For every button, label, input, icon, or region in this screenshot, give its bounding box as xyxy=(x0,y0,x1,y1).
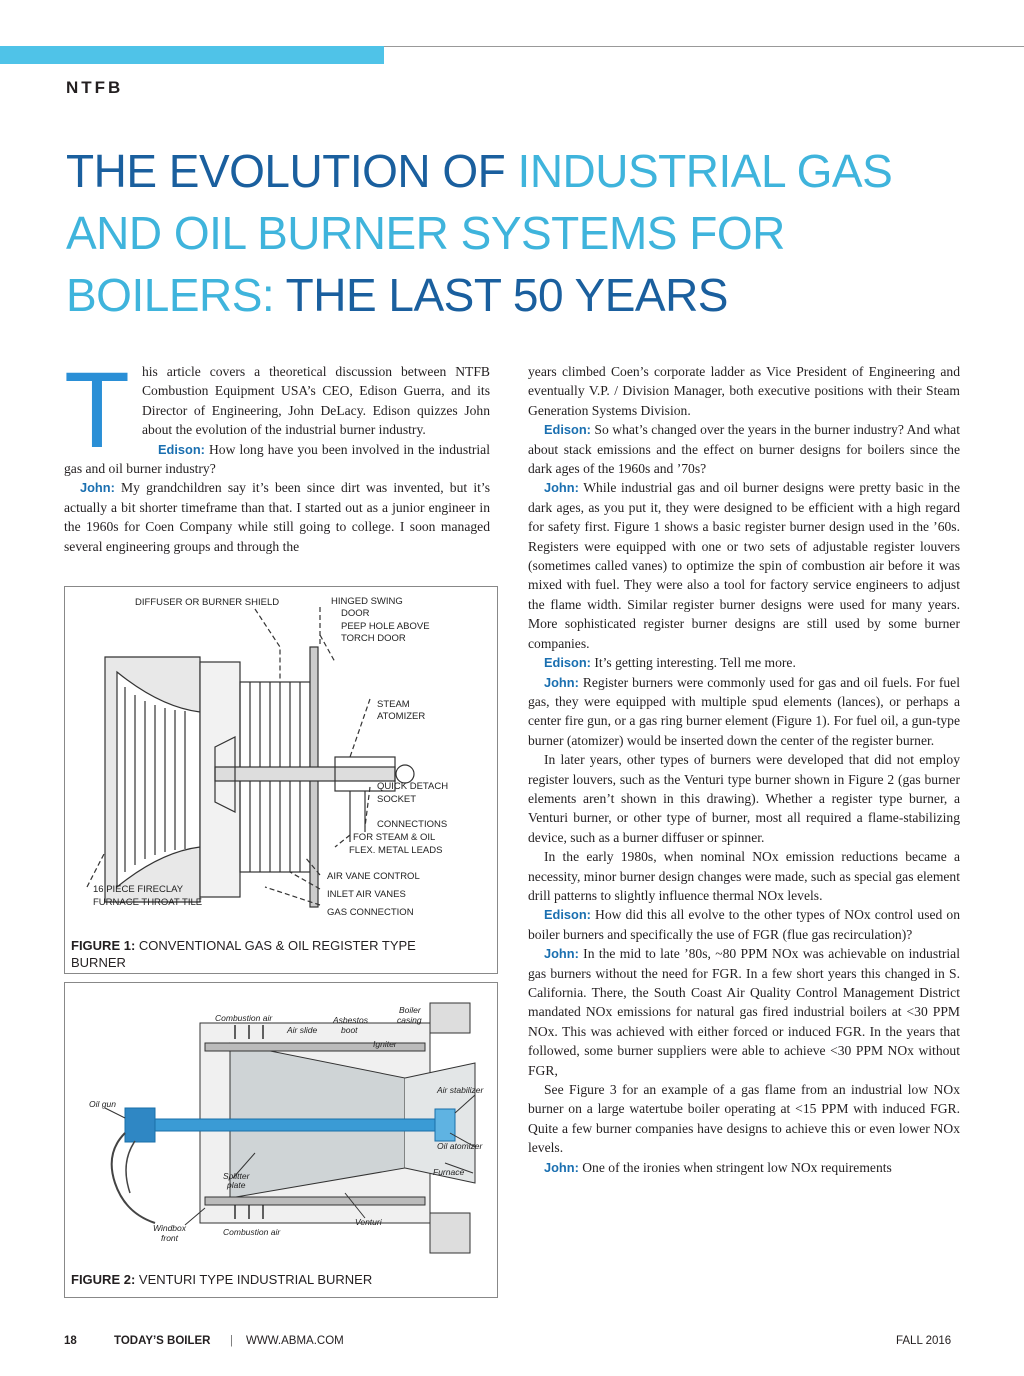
paragraph-text: It’s getting interesting. Tell me more. xyxy=(590,655,796,671)
fig1-label: FURNACE THROAT TILE xyxy=(93,897,203,908)
paragraph: years climbed Coen’s corporate ladder as Vice President of Engineering and eventually V.P. / Division Manager, both executive positions with their Steam Generation Systems Division. xyxy=(528,364,960,418)
fig2-label: Combustion air xyxy=(215,1013,273,1023)
speaker-label: John: xyxy=(544,674,579,690)
article-column-left xyxy=(64,349,490,556)
fig1-label: DOOR xyxy=(341,608,370,619)
header-rule xyxy=(384,46,1024,47)
page-number: 18 xyxy=(64,1335,77,1347)
fig1-label: AIR VANE CONTROL xyxy=(327,871,420,882)
fig2-label: Venturi xyxy=(355,1217,382,1227)
fig1-label: ATOMIZER xyxy=(377,711,426,722)
fig2-label: Air stabilizer xyxy=(437,1085,484,1095)
fig2-label: boot xyxy=(341,1025,358,1035)
caption-label: FIGURE 2: xyxy=(71,1272,136,1287)
paragraph-text: How long have you been involved in the industrial gas and oil burner industry? xyxy=(64,441,490,477)
fig2-label: Furnace xyxy=(433,1167,465,1177)
speaker-label: John: xyxy=(544,946,579,962)
fig2-label: Boiler xyxy=(399,1005,421,1015)
paragraph xyxy=(528,905,960,944)
paragraph-text: One of the ironies when stringent low NOx requirements xyxy=(578,1159,892,1175)
fig2-label: Air slide xyxy=(287,1025,318,1035)
fig2-label: Splitter xyxy=(223,1171,250,1181)
figure-1 xyxy=(64,586,498,974)
fig1-label: SOCKET xyxy=(377,794,417,805)
caption-label: FIGURE 1: xyxy=(71,938,136,953)
magazine-name: TODAY’S BOILER xyxy=(114,1335,211,1347)
figure-2-drawing xyxy=(65,983,497,1267)
paragraph-text: Register burners were commonly used for gas and oil fuels. For fuel gas, they were equipped with multiple spud elements (lances), or perhaps a center fire gun, or a gas ring burner element (Figure 1). For fuel oil, a gun-type burner (atomizer) would be inserted down the center of the register burner. xyxy=(528,674,960,748)
footer-separator: | xyxy=(230,1335,233,1347)
fig1-label: DIFFUSER OR BURNER SHIELD xyxy=(135,597,280,608)
speaker-label: Edison: xyxy=(157,441,205,457)
title-part-2: INDUSTRIAL GAS AND OIL BURNER SYSTEMS FOR BOILERS: xyxy=(66,145,893,321)
fig1-label: PEEP HOLE ABOVE xyxy=(341,621,430,632)
paragraph xyxy=(64,478,490,556)
paragraph-text: In the mid to late ’80s, ~80 PPM NOx was achievable on industrial gas burners without the need for FGR. In a few short years this changed in S. California. There, the South Coast Air Quality Control Management District mandated NOx emissions for natural gas fired industrial boilers at <30 PPM NOx. This was achieved with either forced or induced FGR. In the years that followed, some burner suppliers were able to achieve <30 PPM NOx without FGR, xyxy=(528,946,960,1078)
fig2-label: Igniter xyxy=(373,1039,397,1049)
figure-2 xyxy=(64,982,498,1298)
fig1-label: STEAM xyxy=(377,699,410,710)
caption-text: CONVENTIONAL GAS & OIL REGISTER TYPE BURNER xyxy=(71,938,416,970)
paragraph-text: While industrial gas and oil burner designs were pretty basic in the dark ages, as you put it, they were designed to be efficient with a high regard for safety first. Figure 1 shows a basic register burner design used in the ’60s. Registers were equipped with one or two sets of adjustable register louvers (sometimes called vanes) to optimize the spin of combustion air before it was mixed with fuel. They were also a tool for factory service engineers to adjust the flame width. Similar register burner designs were used for many years. More sophisticated register burner designs are still used by some burner companies. xyxy=(528,480,960,651)
paragraph-text: How did this all evolve to the other types of NOx control used on boiler burners and specifically the use of FGR (flue gas recirculation)? xyxy=(528,907,960,942)
fig1-label: INLET AIR VANES xyxy=(327,889,406,900)
speaker-label: Edison: xyxy=(544,655,591,671)
caption-text: VENTURI TYPE INDUSTRIAL BURNER xyxy=(135,1272,373,1287)
section-label: NTFB xyxy=(66,78,124,97)
magazine-url: WWW.ABMA.COM xyxy=(246,1335,344,1347)
paragraph xyxy=(528,478,960,653)
fig2-label: Oil gun xyxy=(89,1099,116,1109)
fig1-label: HINGED SWING xyxy=(331,596,403,607)
title-part-1: THE EVOLUTION OF xyxy=(66,145,518,197)
fig2-label: front xyxy=(161,1233,179,1243)
speaker-label: Edison: xyxy=(544,422,591,438)
paragraph-text: In the early 1980s, when nominal NOx emission reductions became a necessity, minor burner design changes were made, such as special gas element drill patterns to slightly influence thermal NOx levels. xyxy=(528,849,960,903)
article-column-right xyxy=(528,362,960,1177)
fig1-label: FOR STEAM & OIL xyxy=(353,832,436,843)
paragraph-text: In later years, other types of burners were developed that did not employ register louvers, such as the Venturi type burner shown in Figure 2 (gas burner elements aren’t shown in this drawing). Whether a register type burner, a Venturi burner, or other type of burner, most all required a flame-stabilizing device, such as a burner diffuser or spinner. xyxy=(528,752,960,845)
header-accent-bar xyxy=(0,46,384,64)
fig1-label: 16 PIECE FIRECLAY xyxy=(93,884,184,895)
fig1-label: CONNECTIONS xyxy=(377,819,448,830)
paragraph xyxy=(528,847,960,905)
speaker-label: John: xyxy=(544,480,579,496)
fig1-label: GAS CONNECTION xyxy=(327,907,414,918)
speaker-label: John: xyxy=(544,1159,579,1175)
drop-cap: T xyxy=(64,349,130,470)
article-title xyxy=(66,140,986,326)
title-part-3: THE LAST 50 YEARS xyxy=(285,269,728,321)
paragraph-text: My grandchildren say it’s been since dirt was invented, but it’s actually a bit shorter timeframe than that. I started out as a junior engineer in the 1960s for Coen Company while still going to college. I soon managed several engineering groups and through the xyxy=(64,480,490,554)
paragraph xyxy=(528,420,960,478)
paragraph xyxy=(528,944,960,1080)
paragraph-text: So what’s changed over the years in the burner industry? And what about stack emissions and the effect on burner designs for boilers since the dark ages of the 1960s and ’70s? xyxy=(528,422,960,477)
paragraph xyxy=(528,750,960,847)
fig1-label: TORCH DOOR xyxy=(341,633,406,644)
fig2-label: Asbestos xyxy=(333,1015,368,1025)
speaker-label: Edison: xyxy=(544,907,591,923)
fig2-label: Windbox xyxy=(153,1223,186,1233)
fig2-label: casing xyxy=(397,1015,422,1025)
fig2-label: plate xyxy=(227,1180,246,1190)
figure-1-drawing xyxy=(65,587,497,933)
intro-text: his article covers a theoretical discussion between NTFB Combustion Equipment USA’s CEO, Edison Guerra, and its Director of Engineering, John DeLacy. Edison quizzes John about the evolution of the industrial burner industry. xyxy=(141,364,490,438)
figure-1-caption xyxy=(71,937,471,971)
speaker-label: John: xyxy=(80,480,115,496)
fig1-label: FLEX. METAL LEADS xyxy=(349,845,443,856)
paragraph xyxy=(528,1080,960,1158)
paragraph xyxy=(528,653,960,672)
fig1-label: QUICK DETACH xyxy=(377,781,449,792)
fig2-label: Combustion air xyxy=(223,1227,281,1237)
fig2-label: Oil atomizer xyxy=(437,1141,483,1151)
paragraph xyxy=(528,1158,960,1177)
issue-date: FALL 2016 xyxy=(896,1335,952,1347)
paragraph xyxy=(528,673,960,751)
paragraph-text: See Figure 3 for an example of a gas flame from an industrial low NOx burner on a large watertube boiler operating at <15 PPM with induced FGR. Quite a few burner companies have designs to achieve this or even lower NOx levels. xyxy=(528,1082,960,1156)
figure-2-caption xyxy=(71,1271,471,1288)
